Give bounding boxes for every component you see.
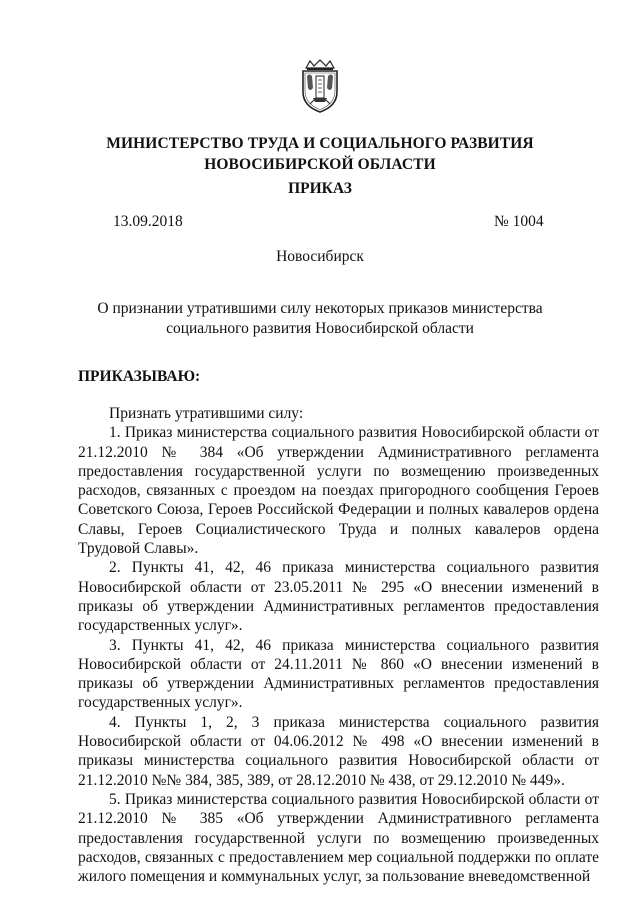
- order-number: № 1004: [494, 213, 544, 230]
- order-item: 3. Пункты 41, 42, 46 приказа министерства социального развития Новосибирской области от 24.11.2011 № 860 «О внесении изменений в приказы об утверждении Административных регламентов предоставления государственных услуг».: [78, 636, 599, 712]
- order-item: 2. Пункты 41, 42, 46 приказа министерства социального развития Новосибирской области от 23.05.2011 № 295 «О внесении изменений в приказы об утверждении Административных регламентов предоставления государственных услуг».: [78, 559, 599, 635]
- order-date: 13.09.2018: [113, 213, 183, 230]
- order-subject-line2: социального развития Новосибирской области: [166, 320, 474, 337]
- order-title: ПРИКАЗ: [288, 180, 352, 197]
- coat-of-arms-icon: [298, 58, 342, 114]
- order-body: [78, 404, 599, 886]
- order-verb: ПРИКАЗЫВАЮ:: [78, 368, 201, 385]
- intro-paragraph: Признать утратившими силу:: [109, 405, 304, 422]
- city: Новосибирск: [276, 248, 364, 265]
- ministry-name-line2: НОВОСИБИРСКОЙ ОБЛАСТИ: [204, 156, 436, 173]
- order-item: 5. Приказ министерства социального развития Новосибирской области от 21.12.2010 № 385 «Об утверждении Административного регламента предоставления государственной услуги по возмещению произведенных расходов, связанных с предоставлением мер социальной поддержки по оплате жилого помещения и коммунальных услуг, за пользование вневедомственной: [78, 790, 599, 886]
- ministry-name-line1: МИНИСТЕРСТВО ТРУДА И СОЦИАЛЬНОГО РАЗВИТИЯ: [106, 135, 534, 152]
- order-subject-line1: О признании утратившими силу некоторых приказов министерства: [97, 300, 543, 317]
- order-item: 1. Приказ министерства социального развития Новосибирской области от 21.12.2010 № 384 «Об утверждении Административного регламента предоставления государственной услуги по возмещению произведенных расходов, связанных с проездом на поездах пригородного сообщения Героев Советского Союза, Героев Российской Федерации и полных кавалеров ордена Славы, Героев Социалистического Труда и полных кавалеров ордена Трудовой Славы».: [78, 424, 599, 558]
- order-item: 4. Пункты 1, 2, 3 приказа министерства социального развития Новосибирской области от 04.06.2012 № 498 «О внесении изменений в приказы министерства социального развития Новосибирской области от 21.12.2010 №№ 384, 385, 389, от 28.12.2010 № 438, от 29.12.2010 № 449».: [78, 713, 599, 789]
